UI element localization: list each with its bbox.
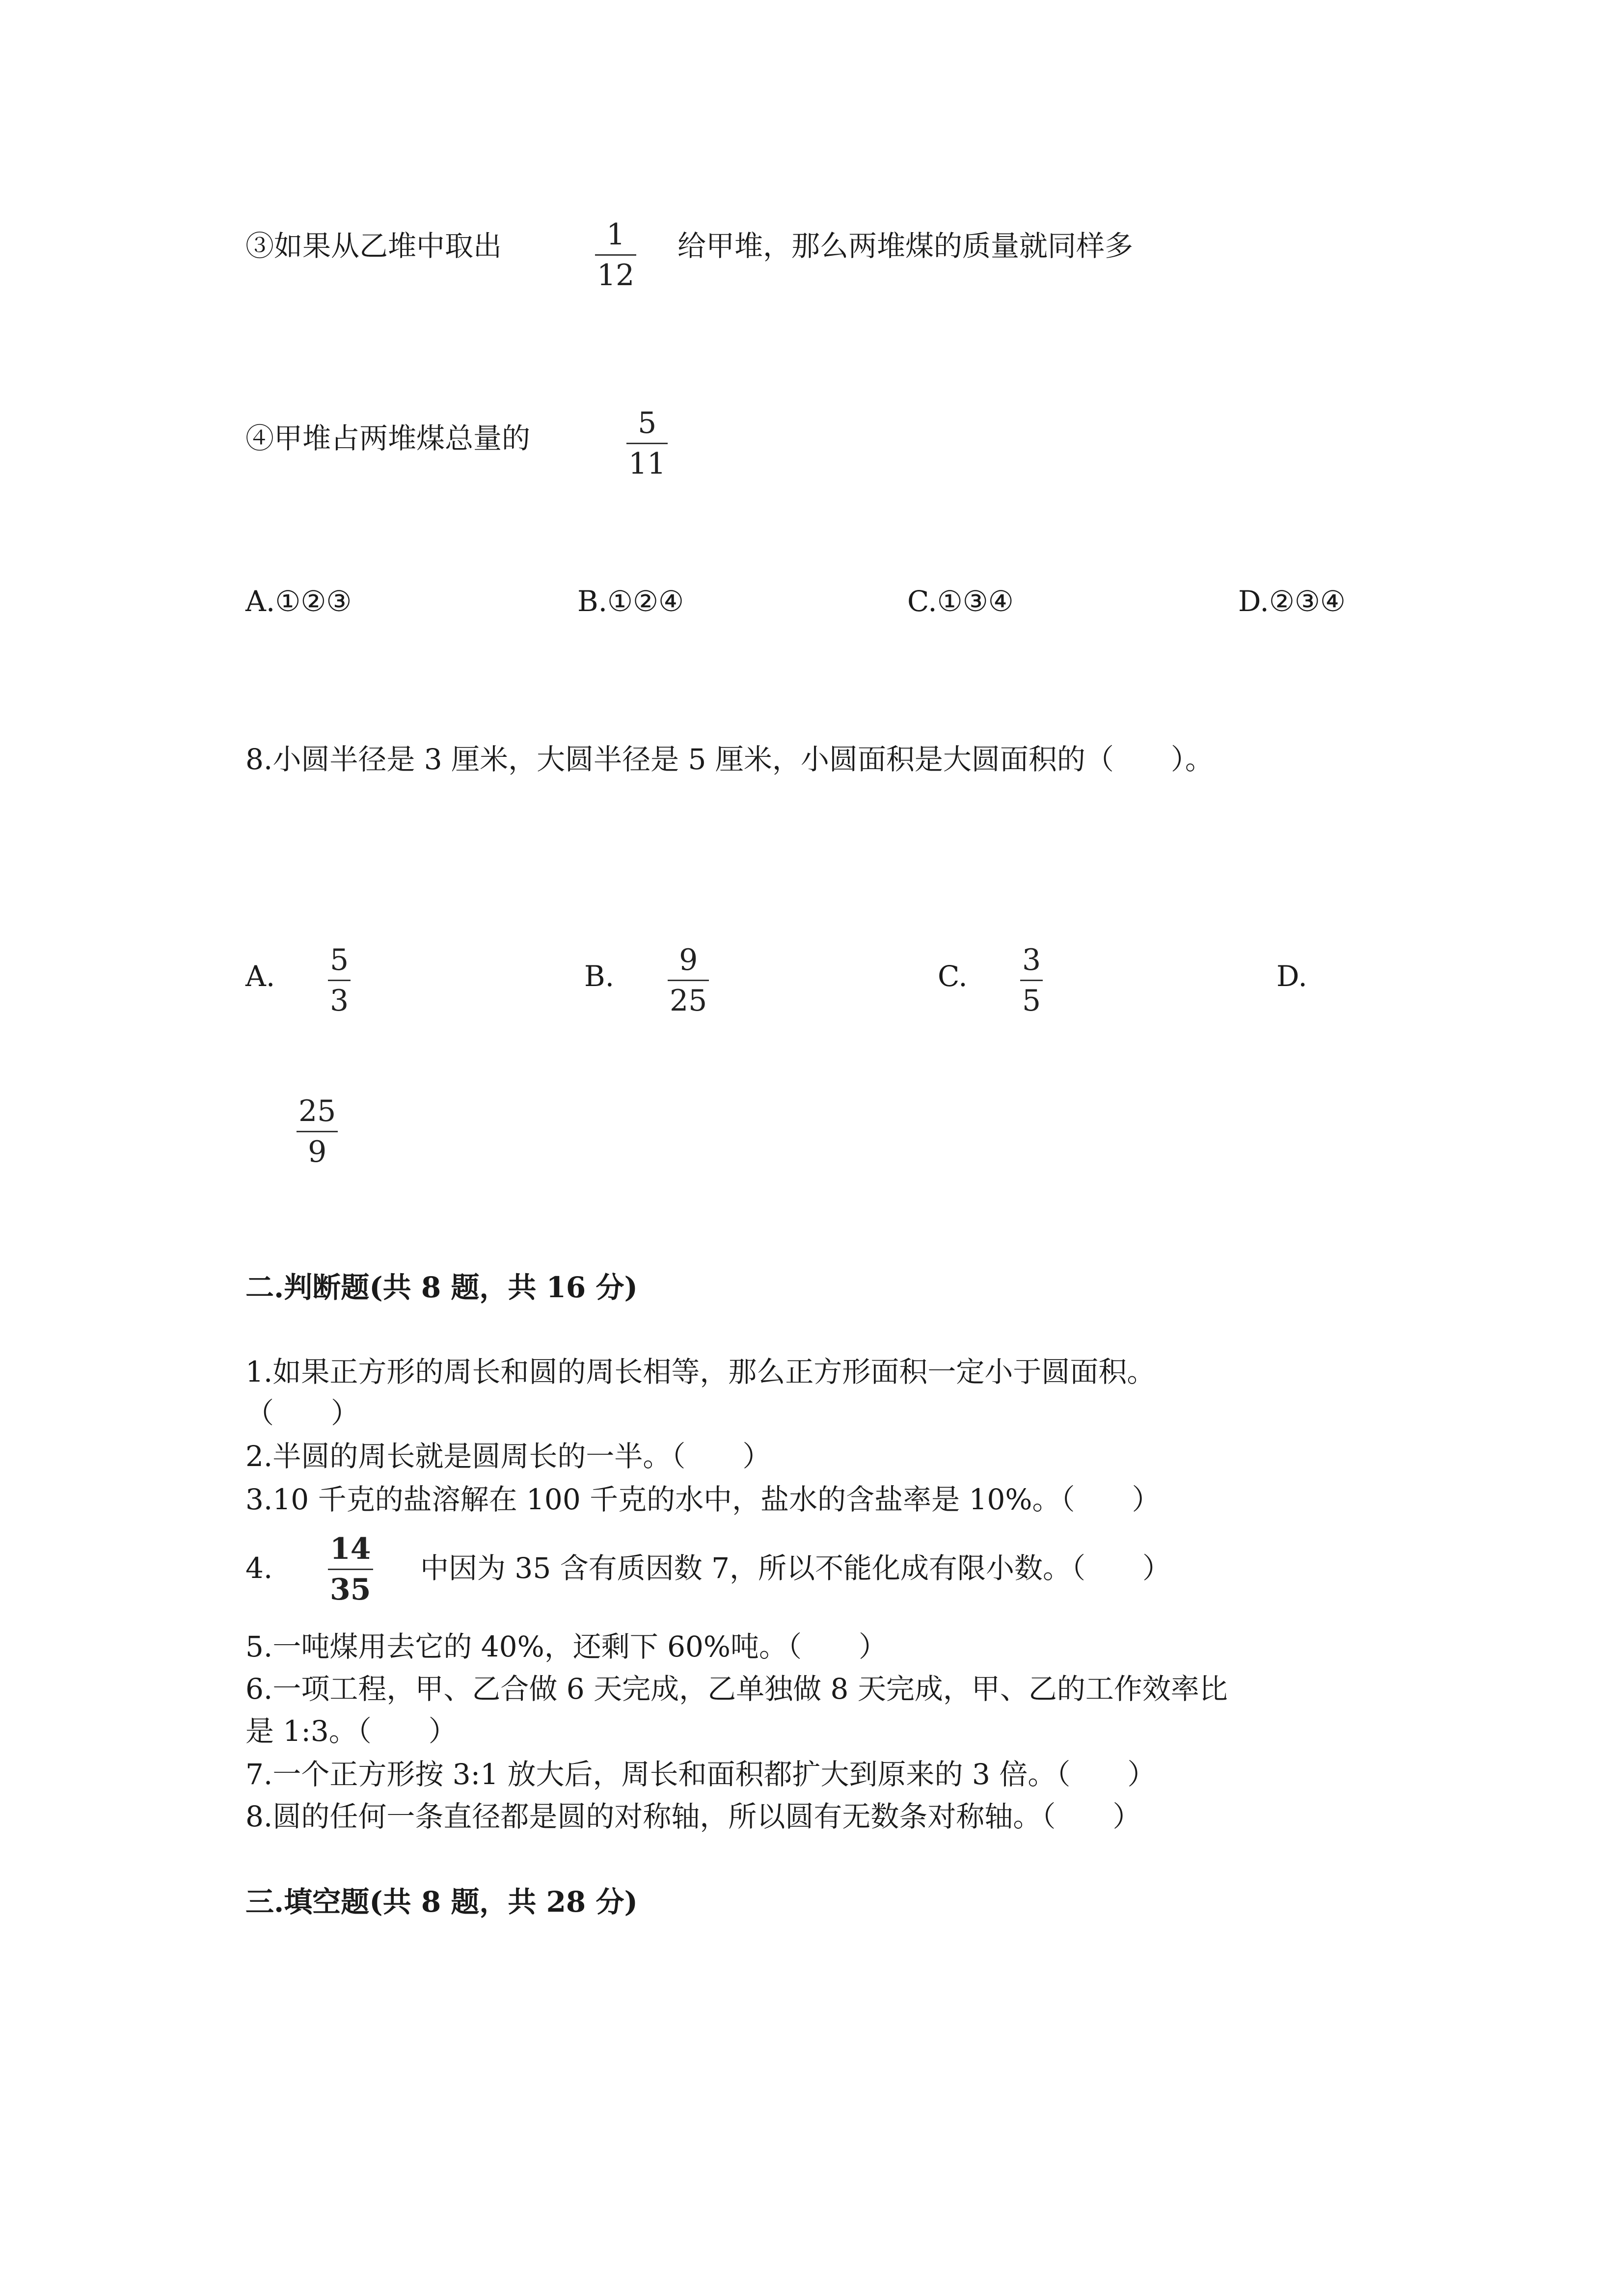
q7-option-d[interactable]: D.②③④ xyxy=(1238,585,1346,618)
q8-option-b-fraction xyxy=(668,943,709,1018)
judgement-item-7: 7.一个正方形按 3:1 放大后，周长和面积都扩大到原来的 3 倍。（ ） xyxy=(245,1758,1156,1791)
fraction-denominator: 12 xyxy=(597,258,635,293)
judgement-item-4: 中因为 35 含有质因数 7，所以不能化成有限小数。（ ） xyxy=(420,1551,1171,1585)
fraction-numerator: 9 xyxy=(679,943,698,977)
judgement-item-3: 3.10 千克的盐溶解在 100 千克的水中，盐水的含盐率是 10%。（ ） xyxy=(245,1483,1161,1516)
q8-option-a-label[interactable]: A. xyxy=(245,960,275,993)
q7-statement-4-text: ④甲堆占两堆煤总量的 xyxy=(245,422,531,455)
judgement-item-1-answer-box[interactable]: （ ） xyxy=(245,1396,360,1430)
judgement-item-1: 1.如果正方形的周长和圆的周长相等，那么正方形面积一定小于圆面积。 xyxy=(245,1355,1156,1388)
q7-option-c[interactable]: C.①③④ xyxy=(907,585,1014,618)
fraction-numerator: 1 xyxy=(606,217,625,252)
q8-option-c-label[interactable]: C. xyxy=(938,960,968,993)
judgement-item-5: 5.一吨煤用去它的 40%，还剩下 60%吨。（ ） xyxy=(245,1630,888,1663)
fraction-numerator: 14 xyxy=(330,1532,371,1566)
fraction-numerator: 5 xyxy=(638,406,657,440)
judgement-item-6: 6.一项工程，甲、乙合做 6 天完成，乙单独做 8 天完成，甲、乙的工作效率比 xyxy=(245,1672,1228,1706)
judgement-item-4-number: 4. xyxy=(245,1551,273,1585)
q8-option-c-fraction xyxy=(1020,943,1043,1018)
q7-statement-3-fraction xyxy=(595,217,636,293)
judgement-item-2: 2.半圆的周长就是圆周长的一半。（ ） xyxy=(245,1440,771,1473)
fraction-numerator: 3 xyxy=(1022,943,1041,977)
judgement-item-4-fraction xyxy=(328,1532,373,1607)
judgement-item-8: 8.圆的任何一条直径都是圆的对称轴，所以圆有无数条对称轴。（ ） xyxy=(245,1800,1141,1833)
section-2-heading: 二.判断题(共 8 题，共 16 分) xyxy=(245,1271,638,1304)
q8-question: 8.小圆半径是 3 厘米，大圆半径是 5 厘米，小圆面积是大圆面积的（ ）。 xyxy=(245,743,1214,776)
q7-statement-3-text-end: 给甲堆，那么两堆煤的质量就同样多 xyxy=(677,229,1134,263)
q8-option-a-fraction xyxy=(328,943,351,1018)
fraction-denominator: 9 xyxy=(308,1135,327,1169)
fraction-denominator: 3 xyxy=(330,984,349,1018)
fraction-numerator: 25 xyxy=(298,1094,336,1128)
q7-statement-4-fraction xyxy=(626,408,668,479)
section-3-heading: 三.填空题(共 8 题，共 28 分) xyxy=(245,1885,638,1919)
q8-option-d-fraction xyxy=(297,1096,338,1167)
q7-statement-3-text: ③如果从乙堆中取出 xyxy=(245,229,502,263)
fraction-denominator: 11 xyxy=(628,447,666,481)
judgement-item-6-continued: 是 1:3。（ ） xyxy=(245,1714,457,1748)
fraction-denominator: 35 xyxy=(330,1573,371,1607)
q7-option-a[interactable]: A.①②③ xyxy=(245,585,352,618)
fraction-denominator: 25 xyxy=(670,984,707,1018)
fraction-numerator: 5 xyxy=(330,943,349,977)
fraction-denominator: 5 xyxy=(1022,984,1041,1018)
q8-option-d-label[interactable]: D. xyxy=(1276,960,1307,993)
q7-option-b[interactable]: B.①②④ xyxy=(577,585,684,618)
q8-option-b-label[interactable]: B. xyxy=(584,960,615,993)
